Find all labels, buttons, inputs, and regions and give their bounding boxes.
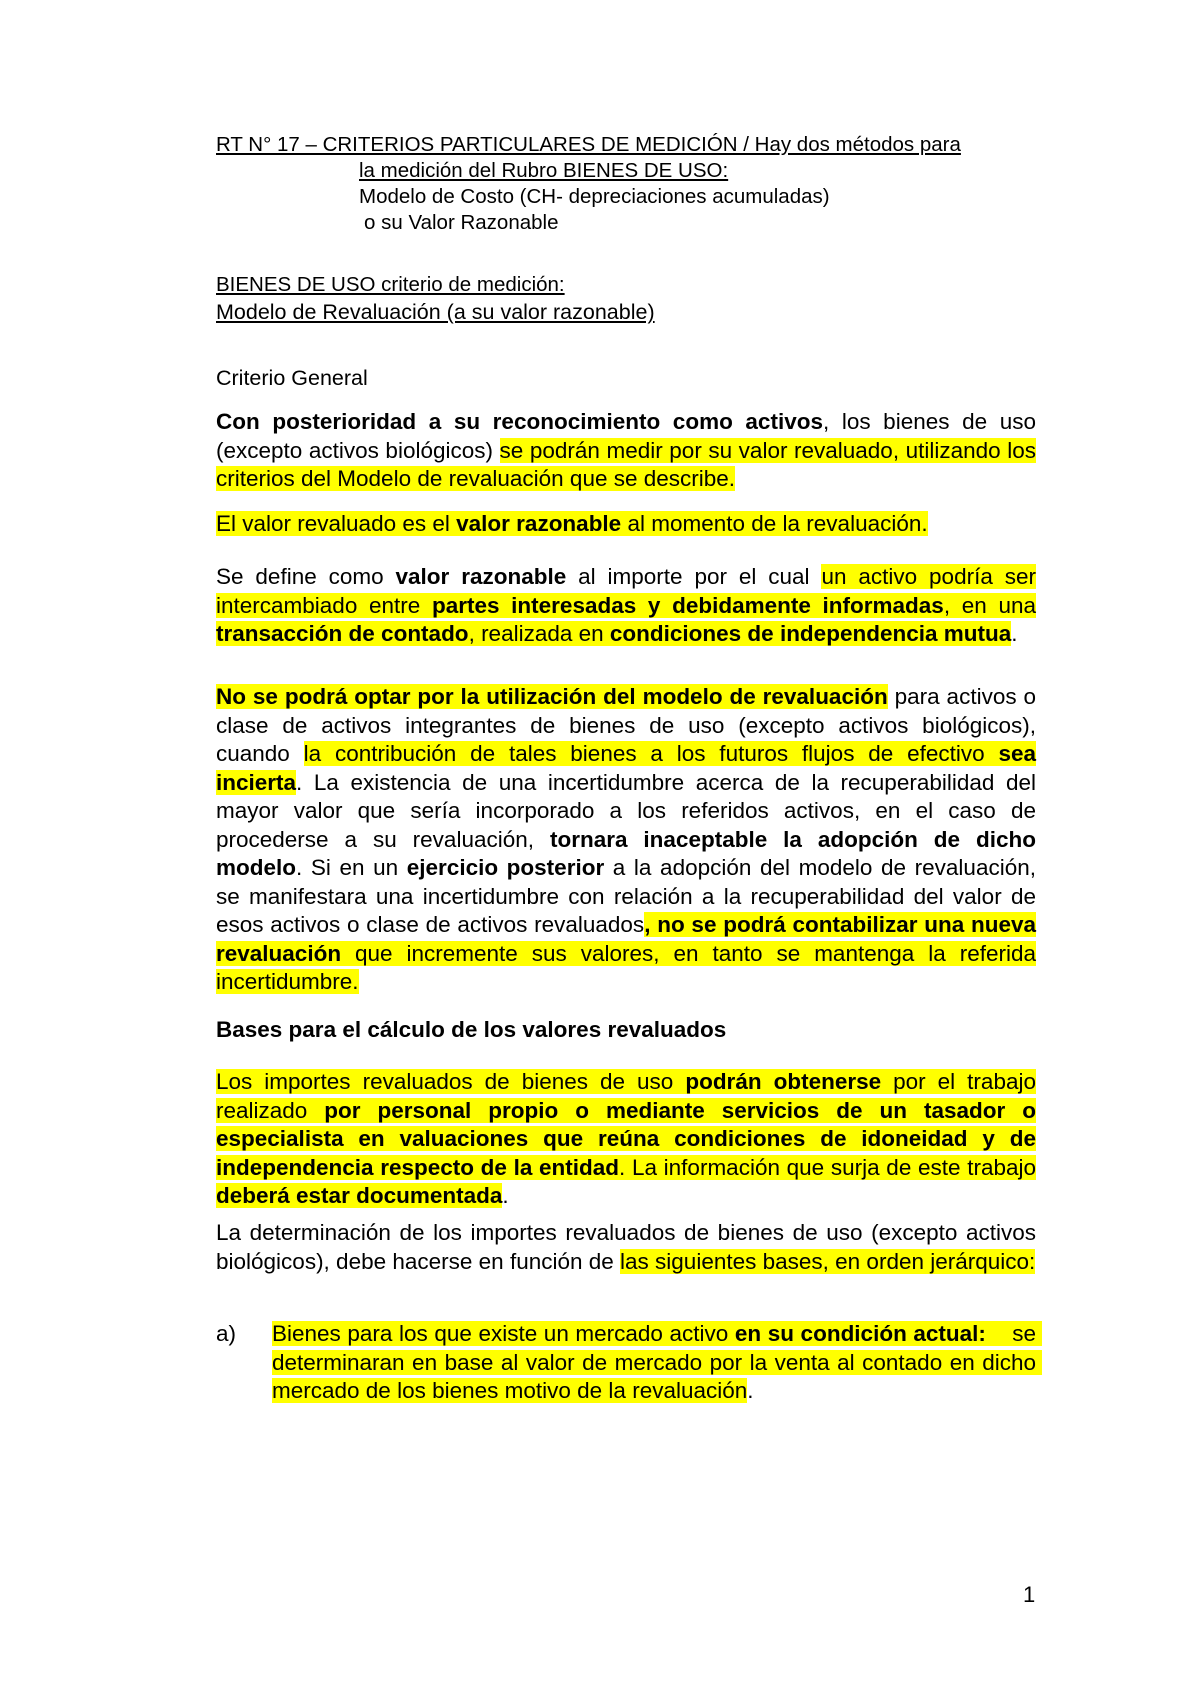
paragraph-5 [216, 1068, 1036, 1211]
p5-g: . [502, 1183, 509, 1208]
p1-bold: Con posterioridad a su reconocimiento como activos [216, 409, 823, 434]
header-line-4: o su Valor Razonable [364, 211, 559, 234]
p3-g: transacción de contado [216, 621, 469, 646]
criteria-line-1: BIENES DE USO criterio de medición: [216, 273, 565, 296]
p6-a: La determinación de los importes revaluados de bienes de uso (excepto activos biológicos), debe hacerse en función de [216, 1220, 1036, 1274]
document-header [216, 132, 1036, 236]
p2-text-c: al momento de la revaluación. [621, 511, 928, 536]
header-line-1: RT N° 17 – CRITERIOS PARTICULARES DE MEDICIÓN / Hay dos métodos para [216, 133, 961, 156]
p5-c: por el trabajo realizado [216, 1069, 1036, 1123]
bases-heading: Bases para el cálculo de los valores revaluados [216, 1017, 727, 1042]
p4-a: No se podrá optar por la utilización del modelo de revaluación [216, 684, 888, 709]
paragraph-6 [216, 1219, 1036, 1276]
p3-i: condiciones de independencia mutua [609, 621, 1012, 646]
p4-g: . Si en un [296, 855, 407, 880]
list-item-text [272, 1320, 1043, 1406]
p6-b: las siguientes bases, en orden jerárquico: [620, 1248, 1036, 1274]
p4-c: la contribución de tales bienes a los futuros flujos de efectivo [303, 741, 999, 766]
paragraph-3 [216, 563, 1036, 649]
p3-a: Se define como [216, 564, 396, 589]
header-line-3: Modelo de Costo (CH- depreciaciones acumuladas) [359, 185, 830, 208]
criteria-section-title [216, 272, 1036, 326]
p3-d: un activo podría ser intercambiado entre [216, 564, 1036, 618]
p4-k: no se podrá contabilizar una nueva revaluación [216, 912, 1036, 966]
p5-e: . La información que surja de este trabajo [619, 1154, 1036, 1180]
p3-e: partes interesadas y debidamente informadas [431, 592, 944, 618]
p4-l: que incremente sus valores, en tanto se mantenga la referida incertidumbre. [216, 940, 1036, 994]
paragraph-1 [216, 408, 1036, 494]
page-number: 1 [1023, 1582, 1036, 1607]
p4-b: para activos o clase de activos integrantes de bienes de uso (excepto activos biológicos), cuando [216, 684, 1037, 766]
item-a-d: . [747, 1378, 754, 1403]
p3-j: . [1011, 621, 1018, 646]
p1-highlight: se podrán medir por su valor revaluado, utilizando los criterios del Modelo de revaluación que se describe. [216, 437, 1037, 491]
p4-e: . La existencia de una incertidumbre acerca de la recuperabilidad del mayor valor que sería incorporado a los referidos activos, en el caso de procederse a su revaluación, [216, 769, 1036, 852]
p5-b: podrán obtenerse [685, 1069, 882, 1094]
p4-d: sea incierta [216, 741, 1036, 795]
paragraph-2 [216, 510, 1036, 539]
p4-j: , [644, 912, 651, 937]
p1-text: , los bienes de uso (excepto activos biológicos) [216, 409, 1036, 463]
p3-c: al importe por el cual [566, 564, 822, 589]
criteria-line-2: Modelo de Revaluación (a su valor razonable) [216, 300, 655, 324]
p5-f: deberá estar documentada [216, 1183, 503, 1208]
p5-a: Los importes revaluados de bienes de uso [216, 1069, 686, 1094]
general-criterion-heading [216, 364, 1036, 392]
list-item-label: a) [216, 1321, 237, 1346]
p2-text-a: El valor revaluado es el [216, 511, 457, 536]
item-a-a: Bienes para los que existe un mercado activo [272, 1321, 735, 1346]
p3-h: , realizada en [468, 621, 610, 646]
list-item-a [216, 1320, 1043, 1406]
p4-h: ejercicio posterior [406, 855, 605, 880]
p3-b: valor razonable [395, 564, 567, 589]
p5-d: por personal propio o mediante servicios de un tasador o especialista en valuaciones que reúna condiciones de idoneidad y de independencia respecto de la entidad [216, 1097, 1037, 1180]
item-a-b: en su condición actual: [734, 1321, 986, 1346]
p2-bold: valor razonable [456, 511, 622, 536]
paragraph-4 [216, 683, 1036, 997]
heading-text: Criterio General [216, 366, 368, 390]
p3-f: , en una [943, 592, 1036, 618]
p4-f: tornara inaceptable la adopción de dicho modelo [216, 826, 1037, 880]
item-a-c: se determinaran en base al valor de mercado por la venta al contado en dicho mercado de los bienes motivo de la revaluación [272, 1321, 1043, 1403]
header-line-2: la medición del Rubro BIENES DE USO: [359, 159, 729, 182]
p4-i: a la adopción del modelo de revaluación, se manifestara una incertidumbre con relación a la recuperabilidad del valor de esos activos o clase de activos revaluados [216, 855, 1036, 937]
